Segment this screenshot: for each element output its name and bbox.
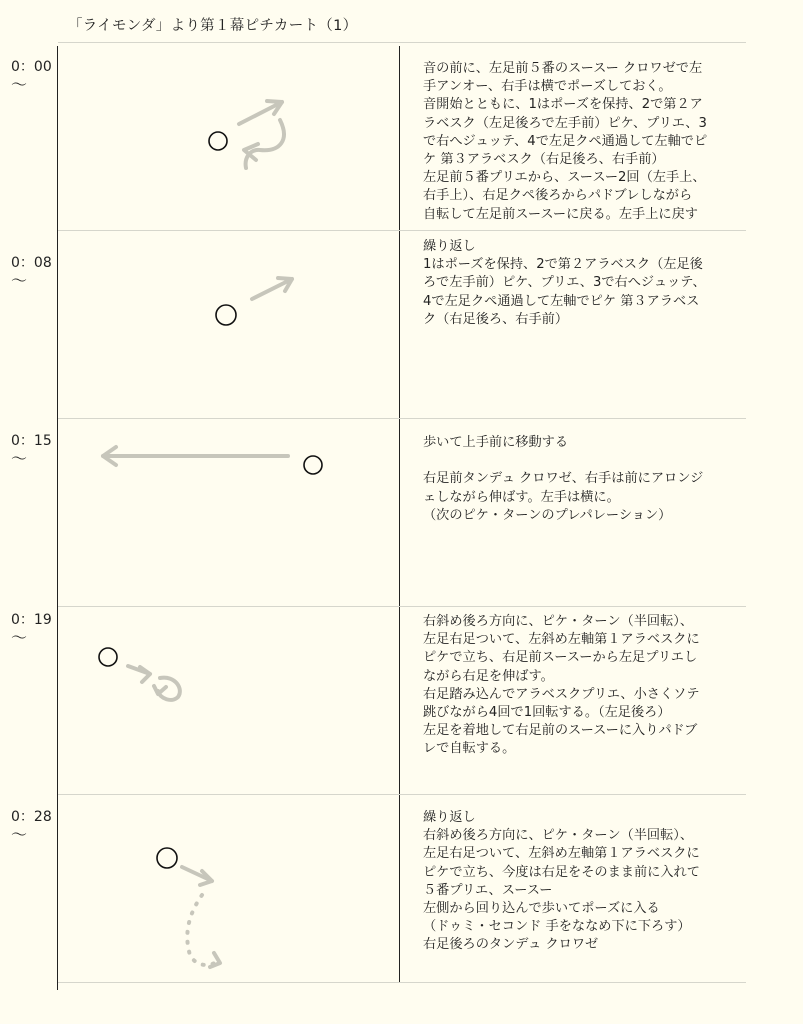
- note-line: ラベスク（左足後ろで左手前）ピケ、プリエ、3: [423, 115, 707, 131]
- step-notes: [423, 613, 743, 759]
- note-line: 左足右足ついて、左斜め左軸第１アラベスクに: [423, 846, 700, 862]
- note-line: 右足前タンデュ クロワゼ、右手は前にアロンジ: [423, 471, 704, 487]
- note-line: [423, 452, 743, 470]
- dancer-position-marker: [216, 305, 236, 325]
- note-line: ５番プリエ、スースー: [423, 882, 553, 898]
- page-title: 「ライモンダ」より第１幕ピチカート（1）: [68, 18, 358, 34]
- title-divider: [58, 42, 746, 43]
- note-line: 音開始とともに、1はポーズを保持、2で第２ア: [423, 97, 703, 113]
- note-line: 右足踏み込んでアラベスクプリエ、小さくソテ: [423, 686, 700, 702]
- note-line: 繰り返し: [423, 810, 476, 825]
- time-range-mark: 〜: [11, 75, 28, 94]
- choreography-row-4: [0, 607, 803, 795]
- time-label: [11, 253, 52, 289]
- time-value: 0：08: [11, 255, 52, 271]
- note-line: （次のピケ・ターンのプレパレーション）: [423, 507, 672, 523]
- choreography-row-5: [0, 795, 803, 983]
- time-range-mark: 〜: [11, 449, 28, 468]
- time-label: [11, 57, 52, 93]
- note-line: ク（右足後ろ、右手前）: [423, 311, 569, 327]
- note-line: （ドゥミ・セコンド 手をななめ下に下ろす）: [423, 919, 691, 935]
- note-line: ケ 第３アラベスク（右足後ろ、右手前）: [423, 152, 665, 168]
- choreography-row-3: [0, 419, 803, 607]
- time-range-mark: 〜: [11, 825, 28, 844]
- row-divider: [58, 982, 746, 983]
- note-line: 跳びながら4回で1回転する。（左足後ろ）: [423, 705, 671, 721]
- note-line: ピケで立ち、今度は右足をそのまま前に入れて: [423, 864, 700, 880]
- time-value: 0：19: [11, 612, 52, 628]
- note-line: レで自転する。: [423, 741, 516, 757]
- note-line: 4で左足クペ通過して左軸でピケ 第３アラベス: [423, 293, 700, 309]
- note-line: 左足を着地して右足前のスースーに入りパドブ: [423, 723, 698, 739]
- choreography-row-1: [0, 46, 803, 231]
- time-label: [11, 610, 52, 646]
- step-notes: [423, 60, 743, 224]
- time-label: [11, 807, 52, 843]
- note-line: ピケで立ち、右足前スースーから左足プリエし: [423, 650, 698, 666]
- walk-path-arrowhead: [210, 953, 220, 967]
- choreography-row-2: [0, 231, 803, 419]
- floor-path-diagram: [60, 795, 398, 975]
- dancer-position-marker: [157, 848, 177, 868]
- dancer-position-marker: [209, 132, 227, 150]
- path-arrowhead: [140, 667, 150, 682]
- spin-arrowhead: [154, 686, 166, 694]
- time-label: [11, 431, 52, 467]
- time-range-mark: 〜: [11, 271, 28, 290]
- note-line: ろで左手前）ピケ、プリエ、3で右へジュッテ、: [423, 275, 706, 291]
- note-line: 自転して左足前スースーに戻る。左手上に戻す: [423, 206, 698, 222]
- note-line: 右斜め後ろ方向に、ピケ・ターン（半回転）、: [423, 614, 694, 629]
- floor-path-diagram: [60, 46, 398, 226]
- step-notes: [423, 238, 743, 329]
- note-line: 右手上）、右足クペ後ろからパドブレしながら: [423, 188, 693, 204]
- note-line: 音の前に、左足前５番のスースー クロワゼで左: [423, 61, 703, 76]
- floor-path-diagram: [60, 607, 398, 787]
- note-line: 手アンオー、右手は横でポーズしておく。: [423, 79, 672, 95]
- time-range-mark: 〜: [11, 628, 28, 647]
- note-line: 左側から回り込んで歩いてポーズに入る: [423, 901, 660, 917]
- time-value: 0：00: [11, 59, 52, 75]
- time-value: 0：15: [11, 433, 52, 449]
- note-line: で右へジュッテ、4で左足クペ通過して左軸でピ: [423, 133, 708, 149]
- note-line: ェしながら伸ばす。左手は横に。: [423, 489, 620, 505]
- dancer-position-marker: [99, 648, 117, 666]
- note-line: 左足前５番プリエから、スースー2回（左手上、: [423, 170, 706, 186]
- note-line: 繰り返し: [423, 239, 476, 254]
- note-line: 歩いて上手前に移動する: [423, 435, 569, 450]
- floor-path-diagram: [60, 231, 398, 411]
- dancer-position-marker: [304, 456, 322, 474]
- step-notes: [423, 809, 743, 955]
- step-notes: [423, 434, 743, 525]
- note-line: 1はポーズを保持、2で第２アラベスク（左足後: [423, 257, 703, 273]
- note-line: 左足右足ついて、左斜め左軸第１アラベスクに: [423, 632, 700, 648]
- time-value: 0：28: [11, 809, 52, 825]
- note-line: ながら右足を伸ばす。: [423, 668, 554, 684]
- turn-arrow: [246, 120, 284, 168]
- note-line: 右足後ろのタンデュ クロワゼ: [423, 937, 599, 953]
- floor-path-diagram: [60, 419, 398, 599]
- note-line: 右斜め後ろ方向に、ピケ・ターン（半回転）、: [423, 828, 694, 844]
